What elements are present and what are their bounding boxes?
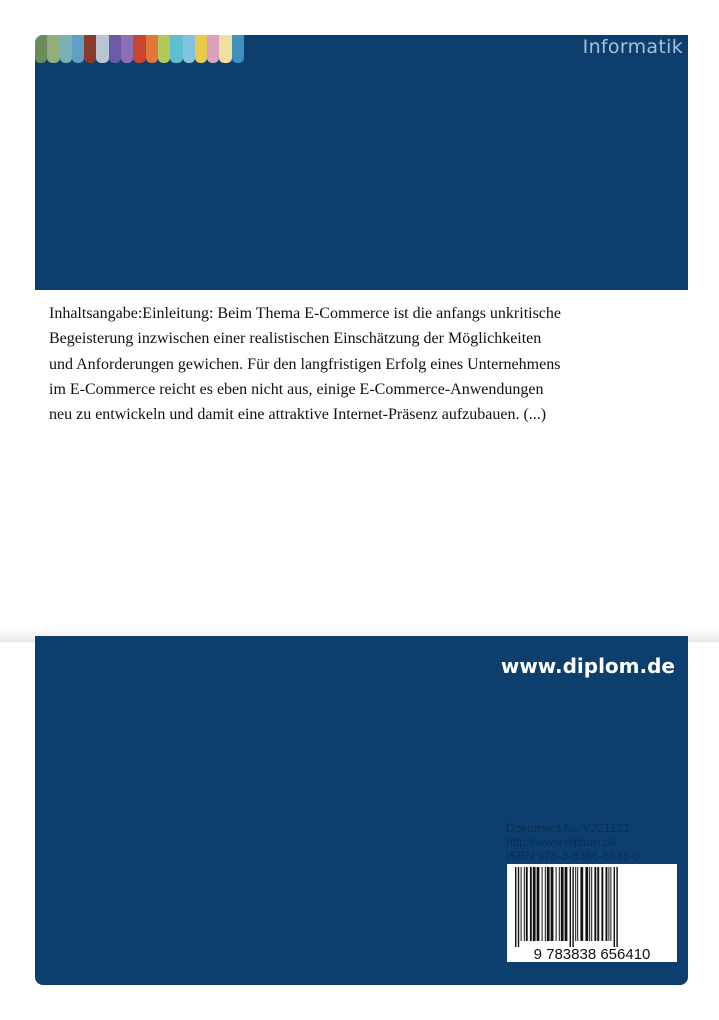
series-label: Informatik [582,36,683,58]
barcode-bar [577,867,578,941]
barcode-bar [537,867,540,941]
barcode-bar [524,867,525,941]
barcode-bar [526,867,528,941]
barcode-bar [610,867,611,941]
color-stripe [35,35,47,63]
isbn: ISBN 978-3-8386-5641-0 [506,849,641,863]
barcode-bar [585,867,588,941]
barcode-bar [556,867,557,941]
barcode-digits: 9 783838 656410 [533,946,651,962]
color-stripe [47,35,59,63]
barcode-bar [565,867,568,941]
barcode-bar [614,867,615,947]
color-stripe [207,35,219,63]
document-number: Dokument Nr. V221121 [506,821,630,835]
color-stripe [170,35,182,63]
barcode-bar [547,867,550,941]
barcode-bar [545,867,546,941]
document-url: http://www.diplom.de [506,835,617,849]
barcode-bar [515,867,516,947]
color-stripe [232,35,244,63]
barcode-bar [551,867,554,941]
color-stripe [72,35,84,63]
document-info [506,821,640,863]
blurb-line: Begeisterung inzwischen einer realistischen Einschätzung der Möglichkeiten [49,330,542,348]
color-stripe [109,35,121,63]
barcode-bar [561,867,564,941]
publisher-url: www.diplom.de [500,654,675,678]
barcode-bar [559,867,560,941]
barcode-bar [575,867,576,941]
barcode-bar [521,867,522,941]
barcode-bar [601,867,603,941]
isbn-barcode [507,864,677,962]
blurb-text [49,301,619,427]
color-stripe [219,35,231,63]
color-stripe [121,35,133,63]
color-stripe [195,35,207,63]
color-stripe [84,35,96,63]
barcode-bar [606,867,608,941]
color-stripe [146,35,158,63]
barcode-graphic [507,864,677,962]
barcode-bar [616,867,617,947]
blurb-line: neu zu entwickeln und damit eine attraktive Internet-Präsenz aufzubauen. (...) [49,406,547,424]
color-stripe [96,35,108,63]
top-color-panel [35,35,688,290]
barcode-bar [589,867,590,941]
blurb-line: und Anforderungen gewichen. Für den langfristigen Erfolg eines Unternehmens [49,355,561,373]
blurb-line: Inhaltsangabe:Einleitung: Beim Thema E-Commerce ist die anfangs unkritische [49,305,562,322]
barcode-bar [591,867,592,941]
barcode-bar [542,867,543,941]
barcode-bar [572,867,573,947]
color-stripes [35,35,281,63]
color-stripe [158,35,170,63]
barcode-bar [597,867,599,941]
barcode-bar [594,867,596,941]
color-stripe [133,35,145,63]
barcode-bar [530,867,532,941]
barcode-bar [533,867,536,941]
barcode-bar [608,867,609,941]
blurb-line: im E-Commerce reicht es eben nicht aus, einige E-Commerce-Anwendungen [49,380,544,398]
barcode-bar [518,867,519,947]
barcode-bar [580,867,583,941]
color-stripe [183,35,195,63]
barcode-bar [570,867,571,947]
color-stripe [60,35,72,63]
